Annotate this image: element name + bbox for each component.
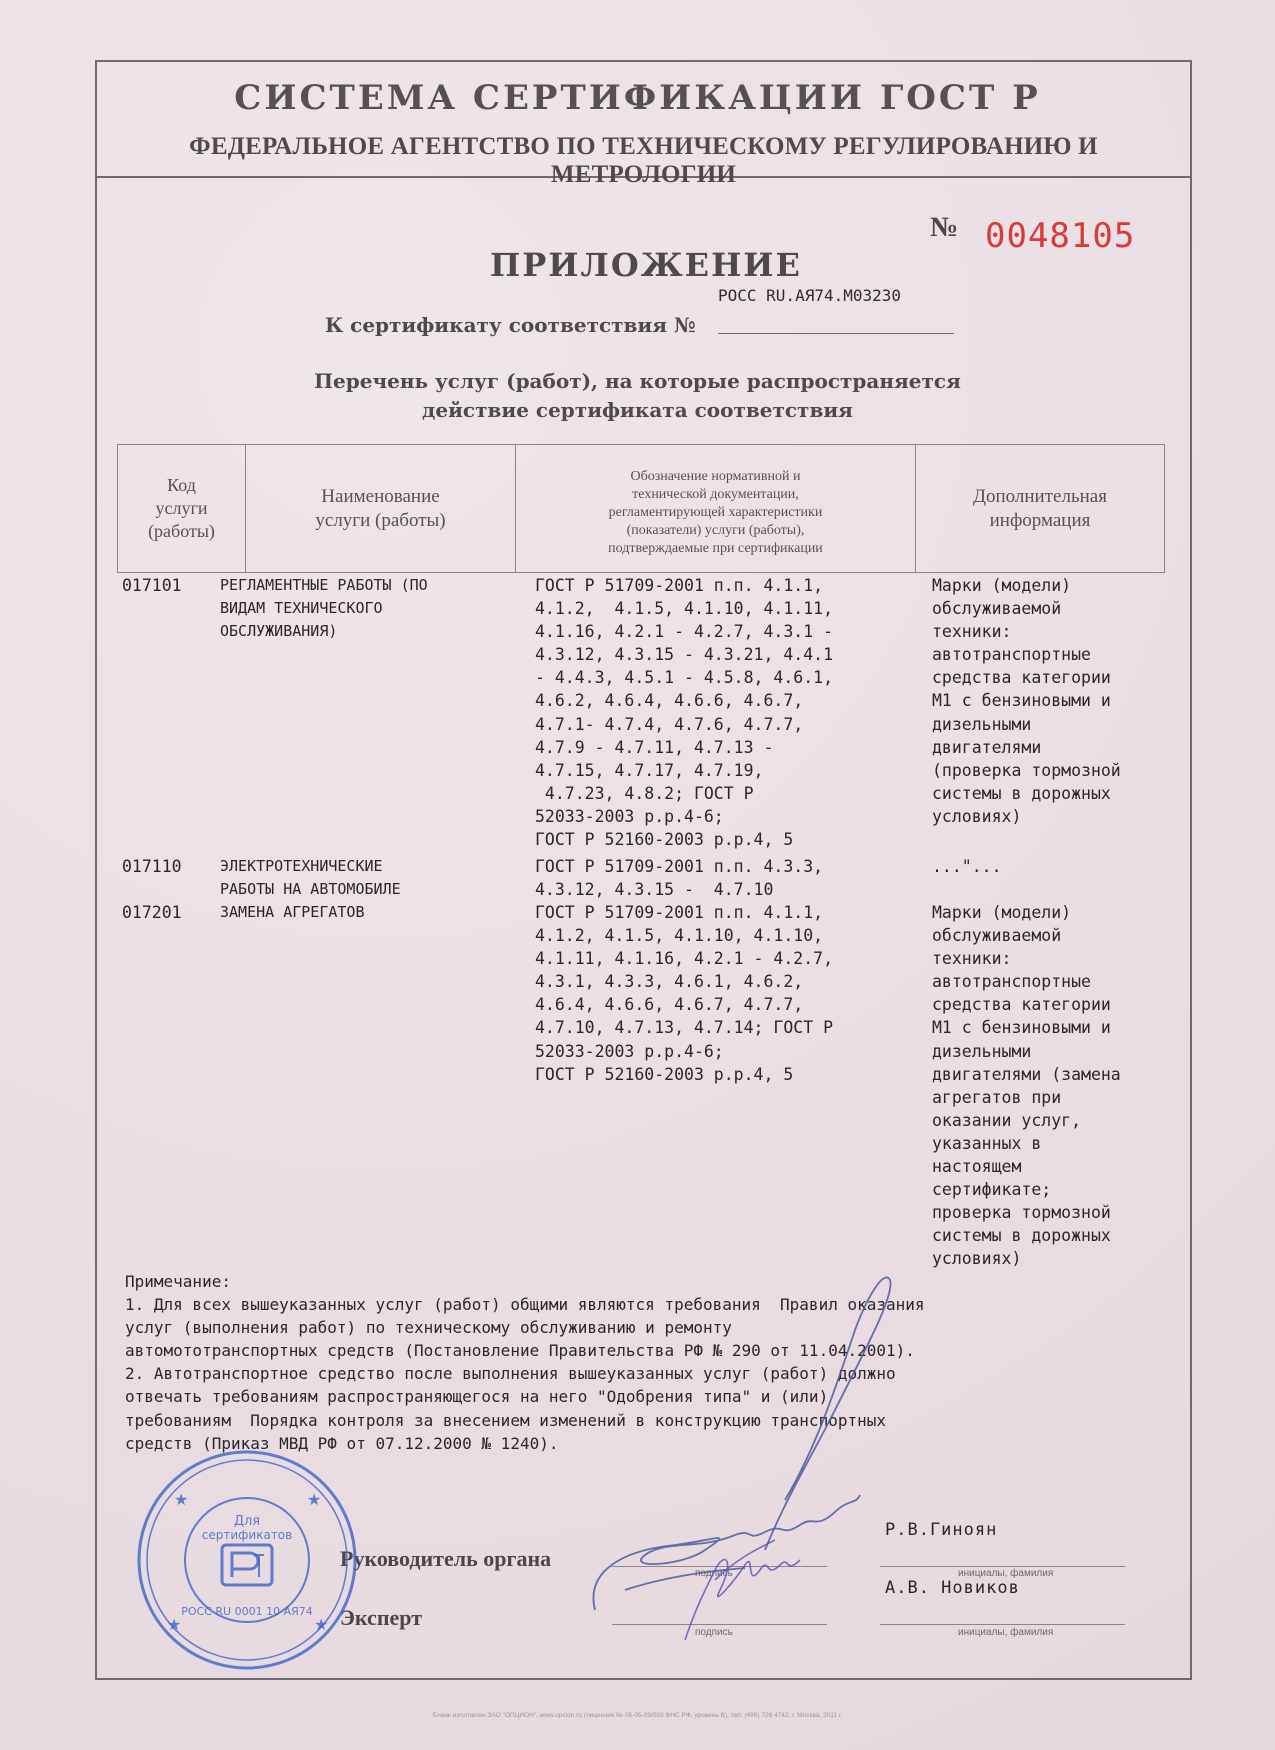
note-text: Примечание: 1. Для всех вышеуказанных услуг (работ) общими являются требования Правил оказания услуг (выполнения работ) по техническому обслуживанию и ремонту автомототранспортных средств (Постановление Правительства РФ № 290 от 11.04.2001). 2. Автотранспортное средство после выполнения вышеуказанных услуг (работ) должно отвечать требованиям распространяющегося на него "Одобрения типа" и (или) требованиям Порядка контроля за внесением изменений в конструкцию транспортных средств (Приказ МВД РФ от 07.12.2000 № 1240).: [125, 1272, 925, 1453]
certificate-number-line: [718, 333, 954, 334]
row-docs: ГОСТ Р 51709-2001 п.п. 4.3.3, 4.3.12, 4.3.15 - 4.7.10: [535, 857, 824, 900]
expert-label: Эксперт: [340, 1605, 423, 1630]
table-header: [117, 444, 1165, 573]
row-info: ..."...: [932, 857, 1002, 876]
header-name: Наименование услуги (работы): [246, 445, 516, 572]
stamp-center-line1: Для: [233, 1514, 261, 1529]
row-info: Марки (модели) обслуживаемой техники: автотранспортные средства категории М1 с бензиновыми и дизельными двигателями (замена агрегатов при оказании услуг, указанных в настоящем сертификате; проверка тормозной системы в дорожных условиях): [932, 903, 1121, 1269]
header-info: Дополнительная информация: [973, 485, 1107, 531]
head-name-line: [880, 1566, 1125, 1567]
row-docs: ГОСТ Р 51709-2001 п.п. 4.1.1, 4.1.2, 4.1.5, 4.1.10, 4.1.11, 4.1.16, 4.2.1 - 4.2.7, 4.3.1 - 4.3.12, 4.3.15 - 4.3.21, 4.4.1 - 4.4.3, 4.5.1 - 4.5.8, 4.6.1, 4.6.2, 4.6.4, 4.6.6, 4.6.7, 4.7.1- 4.7.4, 4.7.6, 4.7.7, 4.7.9 - 4.7.11, 4.7.13 - 4.7.15, 4.7.17, 4.7.19, 4.7.23, 4.8.2; ГОСТ Р 52033-2003 р.р.4-6; ГОСТ Р 52160-2003 р.р.4, 5: [535, 576, 834, 850]
head-name-hint: инициалы, фамилия: [958, 1568, 1054, 1579]
head-signature-hint: подпись: [695, 1568, 733, 1579]
stamp-star: ★: [314, 1615, 329, 1634]
certification-stamp: [132, 1445, 362, 1675]
stamp-star: ★: [307, 1490, 322, 1509]
row-name: ЭЛЕКТРОТЕХНИЧЕСКИЕ РАБОТЫ НА АВТОМОБИЛЕ: [220, 857, 401, 899]
certificate-label: К сертификату соответствия №: [325, 313, 696, 337]
row-info: Марки (модели) обслуживаемой техники: автотранспортные средства категории М1 с бензиновыми и дизельными двигателями (проверка тормозной системы в дорожных условиях): [932, 576, 1121, 826]
footer-print-info: Бланк изготовлен ЗАО "ОПЦИОН", www.opcion.ru (лицензия № 05-05-09/003 ФНС РФ, уровень В), тел. (495) 726 4742, г. Москва, 2011 г.: [432, 1712, 843, 1719]
handwritten-signature: [585, 1250, 915, 1650]
list-title-line1: Перечень услуг (работ), на которые распространяется: [314, 369, 961, 393]
list-title-line2: действие сертификата соответствия: [422, 398, 853, 422]
stamp-star: ★: [167, 1615, 182, 1634]
number-sign: №: [930, 212, 959, 243]
form-number: 0048105: [985, 216, 1136, 256]
row-docs: ГОСТ Р 51709-2001 п.п. 4.1.1, 4.1.2, 4.1.5, 4.1.10, 4.1.10, 4.1.11, 4.1.16, 4.2.1 - 4.2.7, 4.3.1, 4.3.3, 4.6.1, 4.6.2, 4.6.4, 4.6.6, 4.6.7, 4.7.7, 4.7.10, 4.7.13, 4.7.14; ГОСТ Р 52033-2003 р.р.4-6; ГОСТ Р 52160-2003 р.р.4, 5: [535, 903, 834, 1084]
expert-name-line: [880, 1624, 1125, 1625]
agency-title: ФЕДЕРАЛЬНОЕ АГЕНТСТВО ПО ТЕХНИЧЕСКОМУ РЕГУЛИРОВАНИЮ И МЕТРОЛОГИИ: [189, 133, 1098, 188]
row-code: 017110: [122, 857, 182, 876]
certificate-code: РОСС RU.АЯ74.М03230: [718, 286, 902, 305]
row-name: ЗАМЕНА АГРЕГАТОВ: [220, 903, 365, 921]
stamp-center-line2: сертификатов: [201, 1528, 293, 1542]
head-name: Р.В.Гиноян: [885, 1520, 998, 1540]
list-title: [0, 367, 1275, 425]
stamp-bottom-text: РОСС RU 0001 10 АЯ74: [181, 1605, 313, 1618]
head-label: Руководитель органа: [340, 1546, 552, 1571]
stamp-star: ★: [174, 1490, 189, 1509]
expert-name: А.В. Новиков: [885, 1578, 1020, 1598]
header-docs: Обозначение нормативной и технической документации, регламентирующей характеристики (показатели) услуги (работы), подтверждаемые при сертификации: [516, 445, 916, 572]
header-code: Код услуги (работы): [118, 445, 246, 572]
expert-name-hint: инициалы, фамилия: [958, 1627, 1054, 1638]
appendix-title: ПРИЛОЖЕНИЕ: [490, 246, 802, 284]
row-code: 017201: [122, 903, 182, 922]
expert-signature-hint: подпись: [695, 1627, 733, 1638]
system-title: СИСТЕМА СЕРТИФИКАЦИИ ГОСТ Р: [234, 78, 1041, 118]
row-name: РЕГЛАМЕНТНЫЕ РАБОТЫ (ПО ВИДАМ ТЕХНИЧЕСКОГО ОБСЛУЖИВАНИЯ): [220, 576, 428, 641]
row-code: 017101: [122, 576, 182, 595]
